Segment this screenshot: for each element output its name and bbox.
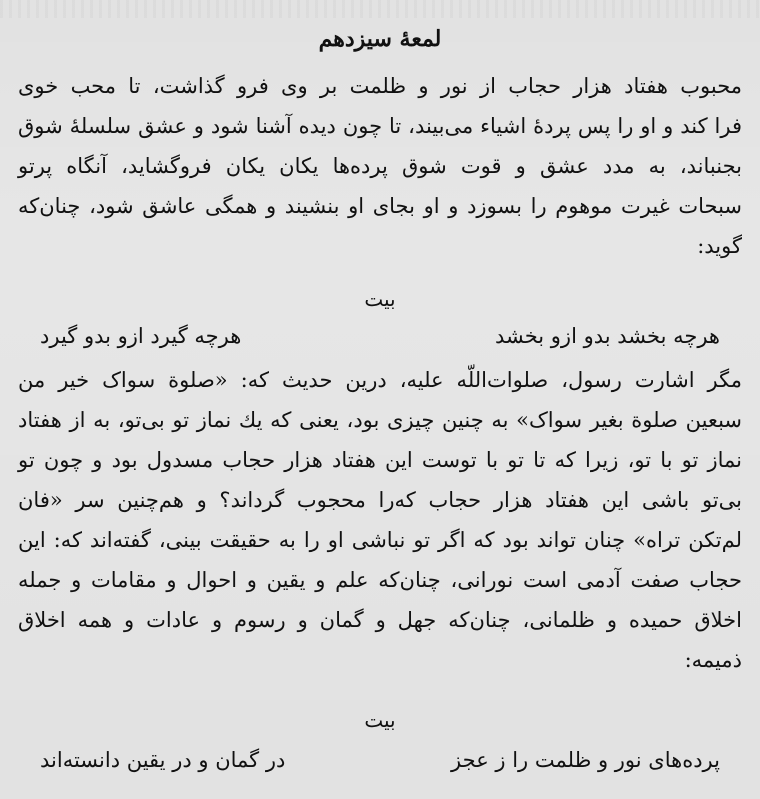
verse-label: بیت [364, 287, 396, 311]
text-line: فرا کند و او را پس پردهٔ اشیاء می‌بیند، تا چون دیده آشنا شود و عشق سلسلهٔ شوق [18, 114, 742, 138]
text-line: نماز تو با تو، زیرا که تا تو با توست این هفتاد هزار حجاب مسدول بود و چون تو [18, 448, 742, 472]
text-line: لم‌تکن تراه» چنان تواند بود که اگر تو نباشی او را به حقیقت بینی، گفته‌اند که: این [18, 528, 742, 552]
verse-couplet [40, 316, 720, 356]
text-line: حجاب صفت آدمی است نورانی، چنان‌که علم و یقین و احوال و مقامات و جمله [18, 568, 742, 592]
text-line: ذمیمه: [684, 648, 742, 672]
text-line: بجنباند، به مدد عشق و قوت شوق پرده‌ها یکان یکان فروگشاید، آنگاه پرتو [18, 154, 742, 178]
text-line: گوید: [697, 234, 742, 258]
verse-hemistich-right: پرده‌های نور و ظلمت را ز عجز [451, 748, 720, 772]
verse-hemistich-left: در گمان و در یقین دانسته‌اند [40, 748, 286, 772]
verse-label: بیت [364, 708, 396, 732]
chapter-heading: لمعهٔ سیزدهم [318, 26, 442, 52]
text-line: بی‌تو باشی این هفتاد هزار حجاب که‌را محجوب گرداند؟ و هم‌چنین سر «فان [18, 488, 742, 512]
text-line: محبوب هفتاد هزار حجاب از نور و ظلمت بر وی فرو گذاشت، تا محب خوی [18, 74, 742, 98]
bleed-through-text [0, 0, 760, 18]
text-line: مگر اشارت رسول، صلوات‌اللّه علیه، درین حدیث که: «صلوة سواک خیر من [18, 368, 742, 392]
text-line: اخلاق حمیده و ظلمانی، چنان‌که جهل و گمان و رسوم و عادات و همه اخلاق [18, 608, 742, 632]
verse-couplet [40, 740, 720, 780]
text-line: سبحات غیرت موهوم را بسوزد و او بجای او بنشیند و همگی عاشق شود، چنان‌که [18, 194, 742, 218]
verse-hemistich-right: هرچه بخشد بدو ازو بخشد [494, 324, 720, 348]
verse-hemistich-left: هرچه گیرد ازو بدو گیرد [40, 324, 242, 348]
text-line: سبعین صلوة بغیر سواک» به چنین چیزی بود، یعنی که یك نماز تو بی‌تو، به از هفتاد [18, 408, 742, 432]
